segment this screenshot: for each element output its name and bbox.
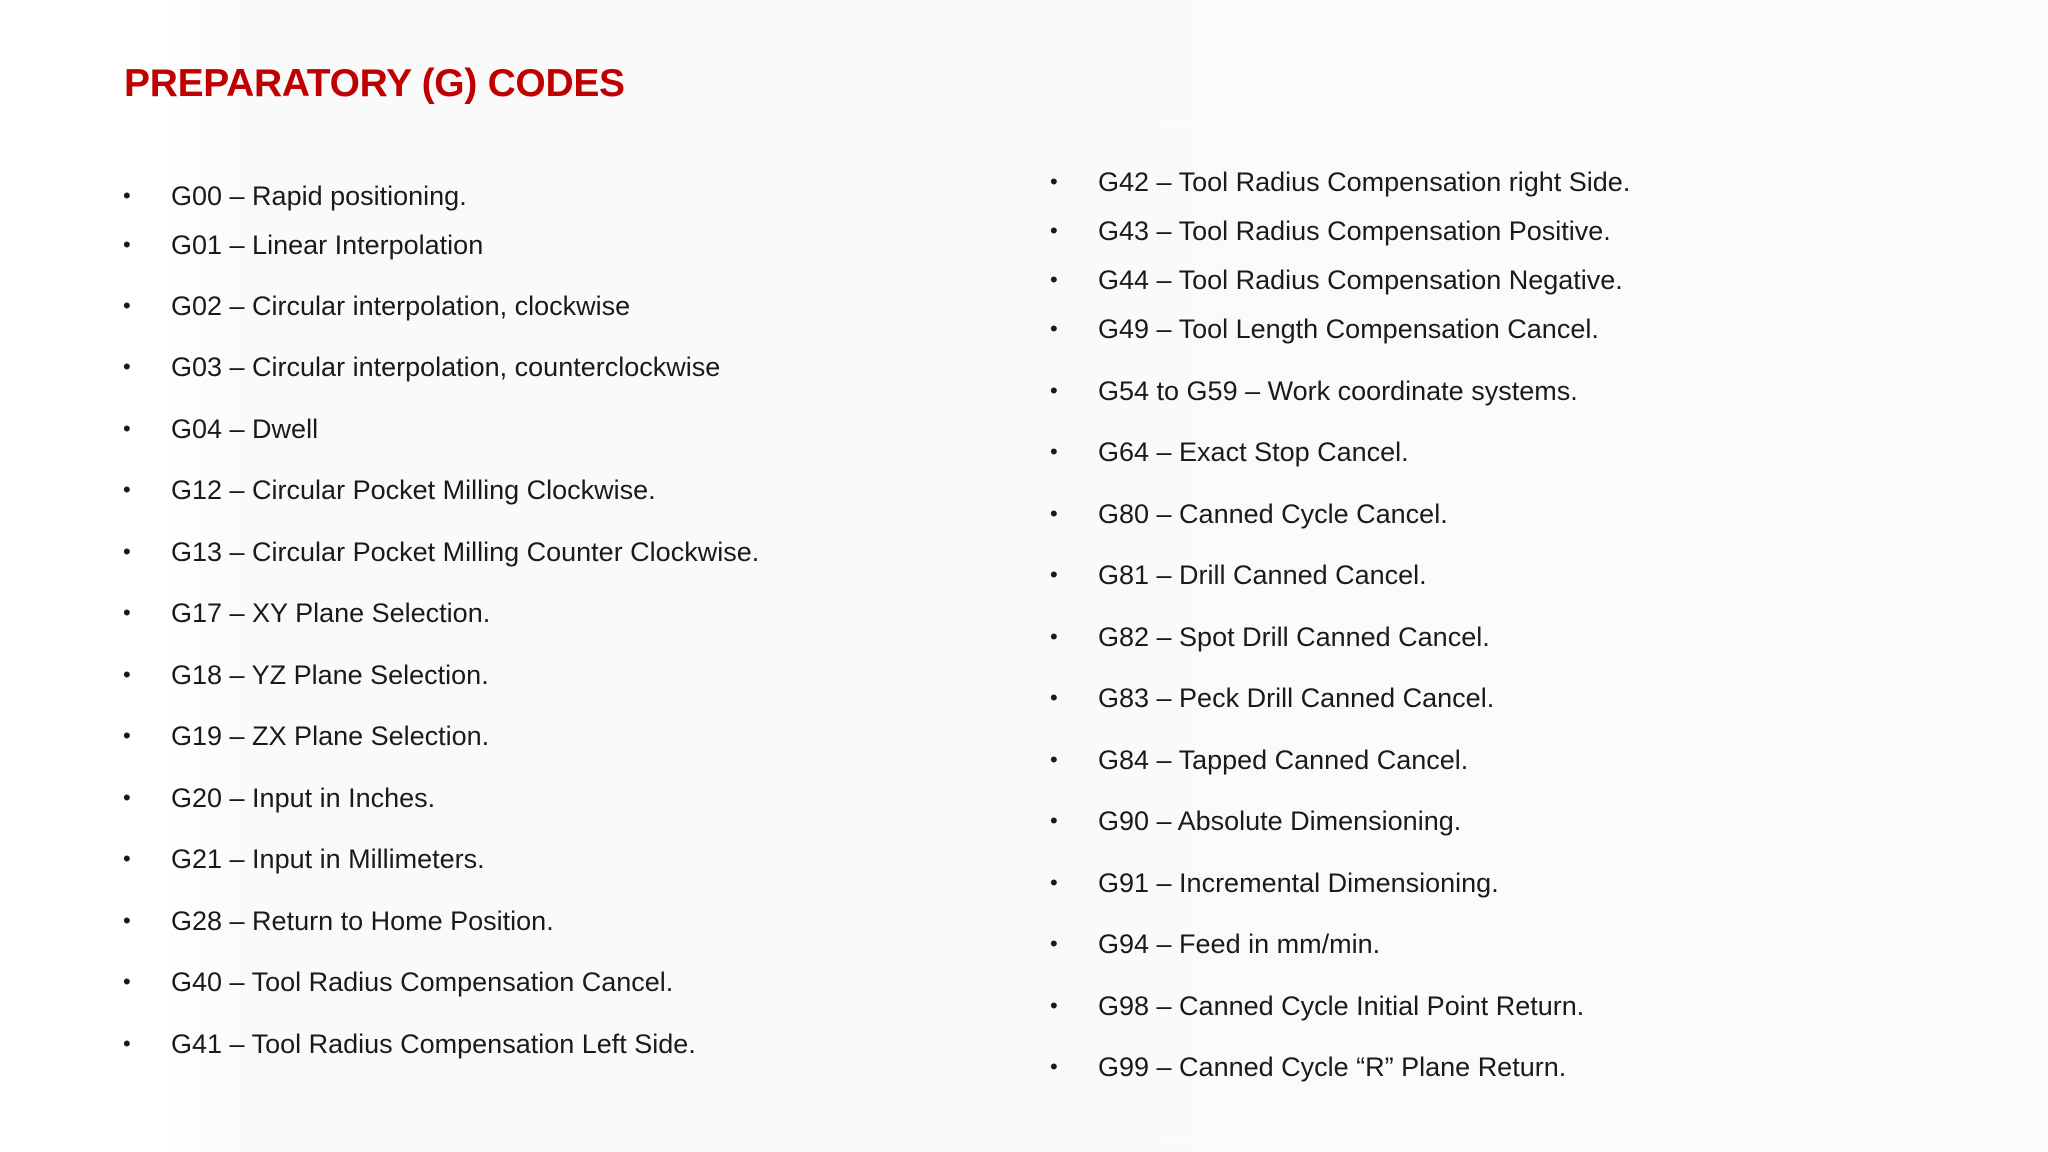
bullet-icon: • xyxy=(123,232,131,257)
bullet-icon: • xyxy=(123,539,131,564)
bullet-icon: • xyxy=(1050,439,1058,464)
code-description: G17 – XY Plane Selection. xyxy=(171,598,491,628)
bullet-icon: • xyxy=(1050,316,1058,341)
code-description: G82 – Spot Drill Canned Cancel. xyxy=(1098,622,1490,652)
bullet-icon: • xyxy=(123,477,131,502)
code-description: G28 – Return to Home Position. xyxy=(171,906,554,936)
code-description: G94 – Feed in mm/min. xyxy=(1098,929,1381,959)
code-description: G18 – YZ Plane Selection. xyxy=(171,660,489,690)
bullet-icon: • xyxy=(1050,501,1058,526)
bullet-icon: • xyxy=(1050,993,1058,1018)
bullet-icon: • xyxy=(1050,931,1058,956)
code-description: G44 – Tool Radius Compensation Negative. xyxy=(1098,265,1623,295)
bullet-icon: • xyxy=(1050,685,1058,710)
code-description: G43 – Tool Radius Compensation Positive. xyxy=(1098,216,1611,246)
bullet-icon: • xyxy=(123,416,131,441)
code-description: G80 – Canned Cycle Cancel. xyxy=(1098,499,1448,529)
bullet-icon: • xyxy=(123,723,131,748)
bullet-icon: • xyxy=(123,600,131,625)
bullet-icon: • xyxy=(1050,378,1058,403)
bullet-icon: • xyxy=(123,662,131,687)
bullet-icon: • xyxy=(123,969,131,994)
bullet-icon: • xyxy=(123,1031,131,1056)
code-description: G42 – Tool Radius Compensation right Side. xyxy=(1098,167,1631,197)
code-description: G49 – Tool Length Compensation Cancel. xyxy=(1098,314,1599,344)
code-description: G81 – Drill Canned Cancel. xyxy=(1098,560,1427,590)
code-description: G20 – Input in Inches. xyxy=(171,783,436,813)
bullet-icon: • xyxy=(1050,747,1058,772)
code-description: G40 – Tool Radius Compensation Cancel. xyxy=(171,967,674,997)
code-description: G19 – ZX Plane Selection. xyxy=(171,721,490,751)
bullet-icon: • xyxy=(1050,870,1058,895)
bullet-icon: • xyxy=(123,293,131,318)
code-description: G98 – Canned Cycle Initial Point Return. xyxy=(1098,991,1585,1021)
bullet-icon: • xyxy=(1050,808,1058,833)
code-description: G03 – Circular interpolation, counterclockwise xyxy=(171,352,721,382)
code-description: G21 – Input in Millimeters. xyxy=(171,844,485,874)
code-description: G00 – Rapid positioning. xyxy=(171,181,467,211)
bullet-icon: • xyxy=(123,908,131,933)
code-description: G02 – Circular interpolation, clockwise xyxy=(171,291,631,321)
page-title: PREPARATORY (G) CODES xyxy=(124,62,625,105)
code-description: G84 – Tapped Canned Cancel. xyxy=(1098,745,1469,775)
code-description: G54 to G59 – Work coordinate systems. xyxy=(1098,376,1578,406)
bullet-icon: • xyxy=(123,354,131,379)
bullet-icon: • xyxy=(1050,267,1058,292)
code-description: G99 – Canned Cycle “R” Plane Return. xyxy=(1098,1052,1567,1082)
bullet-icon: • xyxy=(1050,169,1058,194)
bullet-icon: • xyxy=(1050,218,1058,243)
code-description: G12 – Circular Pocket Milling Clockwise. xyxy=(171,475,656,505)
bullet-icon: • xyxy=(123,183,131,208)
bullet-icon: • xyxy=(1050,562,1058,587)
bullet-icon: • xyxy=(123,785,131,810)
code-description: G04 – Dwell xyxy=(171,414,319,444)
code-description: G01 – Linear Interpolation xyxy=(171,230,484,260)
code-description: G64 – Exact Stop Cancel. xyxy=(1098,437,1409,467)
bullet-icon: • xyxy=(123,846,131,871)
code-description: G41 – Tool Radius Compensation Left Side. xyxy=(171,1029,696,1059)
code-description: G13 – Circular Pocket Milling Counter Clockwise. xyxy=(171,537,760,567)
bullet-icon: • xyxy=(1050,1054,1058,1079)
code-description: G91 – Incremental Dimensioning. xyxy=(1098,868,1499,898)
code-description: G83 – Peck Drill Canned Cancel. xyxy=(1098,683,1495,713)
bullet-icon: • xyxy=(1050,624,1058,649)
code-description: G90 – Absolute Dimensioning. xyxy=(1098,806,1462,836)
